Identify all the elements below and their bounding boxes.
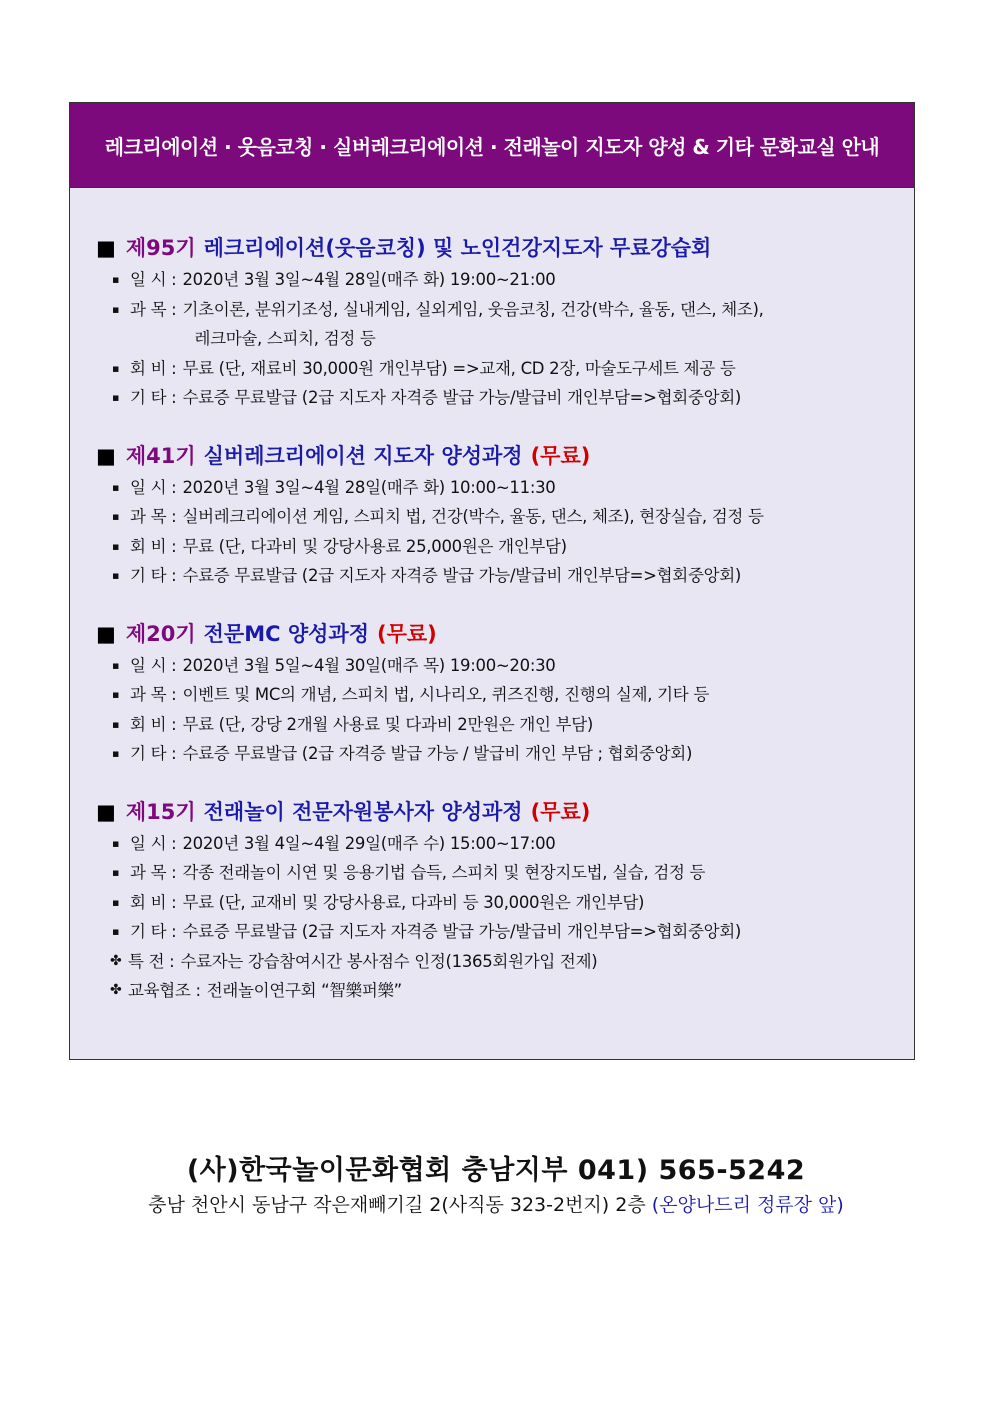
course-section xyxy=(96,617,904,769)
detail-row xyxy=(96,739,904,769)
detail-value-text: 수료증 무료발급 (2급 지도자 자격증 발급 가능/발급비 개인부담=>협회중앙회) xyxy=(182,566,742,585)
detail-value xyxy=(182,561,741,591)
detail-row xyxy=(96,947,904,977)
detail-value xyxy=(180,947,597,977)
detail-label: 과 목 : xyxy=(130,863,177,882)
detail-value xyxy=(182,265,555,295)
detail-value-text: 무료 (단, 강당 2개월 사용료 및 다과비 2만원은 개인 부담) xyxy=(182,714,593,734)
course-title xyxy=(96,617,904,651)
detail-row xyxy=(96,651,904,681)
detail-value-text: 실버레크리에이션 게임, 스피치 법, 건강(박수, 율동, 댄스, 체조), 현장실습, 검정 등 xyxy=(182,507,764,526)
square-bullet-icon: ▪ xyxy=(112,717,120,731)
course-name: 전문MC 양성과정 xyxy=(203,621,369,646)
detail-value-continuation: 레크마술, 스피치, 검정 등 xyxy=(194,329,376,348)
detail-value-text: 전래놀이연구회 “智樂퍼樂” xyxy=(206,981,402,1000)
detail-value xyxy=(182,354,735,384)
detail-label: 일 시 : xyxy=(130,270,177,289)
square-bullet-icon: ▪ xyxy=(112,273,120,286)
course-sections xyxy=(96,231,904,1032)
detail-row xyxy=(96,532,904,562)
square-bullet-icon: ▪ xyxy=(112,480,120,494)
square-bullet-icon: ▪ xyxy=(112,688,120,701)
detail-label: 일 시 : xyxy=(130,477,177,497)
detail-label: 회 비 : xyxy=(130,714,177,734)
detail-value xyxy=(182,651,555,681)
square-bullet-icon: ▪ xyxy=(112,391,120,404)
detail-value xyxy=(207,976,402,1006)
club-bullet-icon: ✤ xyxy=(110,952,122,969)
detail-value-text: 무료 (단, 재료비 30,000원 개인부담) =>교재, CD 2장, 마술도구세트 제공 등 xyxy=(182,358,736,378)
notice-header: 레크리에이션 · 웃음코칭 · 실버레크리에이션 · 전래놀이 지도자 양성 & 기타 문화교실 안내 xyxy=(70,103,914,188)
detail-label: 일 시 : xyxy=(130,655,177,675)
detail-label: 기 타 : xyxy=(130,388,177,407)
detail-label: 회 비 : xyxy=(130,892,177,912)
course-section xyxy=(96,231,904,413)
detail-value xyxy=(182,502,763,532)
course-title xyxy=(96,231,904,265)
detail-row xyxy=(96,502,904,532)
detail-label: 회 비 : xyxy=(130,536,177,556)
detail-value-text: 수료증 무료발급 (2급 지도자 자격증 발급 가능/발급비 개인부담=>협회중앙회) xyxy=(182,388,742,407)
detail-value xyxy=(182,710,593,740)
course-name: 전래놀이 전문자원봉사자 양성과정 xyxy=(203,799,523,824)
course-title xyxy=(96,439,904,473)
detail-row xyxy=(96,858,904,888)
course-number: 제41기 xyxy=(125,443,196,468)
course-section xyxy=(96,439,904,591)
detail-label: 일 시 : xyxy=(130,833,177,853)
course-free-label: (무료) xyxy=(376,621,437,646)
square-bullet-icon: ▪ xyxy=(112,747,120,760)
detail-value xyxy=(182,888,644,918)
detail-label: 기 타 : xyxy=(130,744,177,763)
detail-row xyxy=(96,383,904,413)
square-bullet-icon: ▪ xyxy=(112,510,120,523)
detail-label: 기 타 : xyxy=(130,922,177,941)
course-section xyxy=(96,795,904,1006)
detail-value xyxy=(182,383,741,413)
address-landmark: (온양나드리 정류장 앞) xyxy=(651,1194,844,1216)
detail-value-text: 2020년 3월 4일~4월 29일(매주 수) 15:00~17:00 xyxy=(182,833,556,853)
detail-value xyxy=(182,858,705,888)
square-marker-icon: ■ xyxy=(96,621,116,646)
detail-row xyxy=(96,710,904,740)
course-name: 실버레크리에이션 지도자 양성과정 xyxy=(203,443,523,468)
detail-value-text: 수료자는 강습참여시간 봉사점수 인정(1365회원가입 전제) xyxy=(180,951,598,971)
square-bullet-icon: ▪ xyxy=(112,925,120,938)
course-number: 제95기 xyxy=(125,236,196,260)
detail-row xyxy=(96,561,904,591)
detail-value xyxy=(182,295,763,354)
detail-value-text: 각종 전래놀이 시연 및 응용기법 습득, 스피치 및 현장지도법, 실습, 검정 등 xyxy=(182,863,706,882)
square-bullet-icon: ▪ xyxy=(112,361,120,375)
detail-row xyxy=(96,295,904,354)
square-bullet-icon: ▪ xyxy=(112,569,120,582)
detail-value-text: 무료 (단, 다과비 및 강당사용료 25,000원은 개인부담) xyxy=(182,536,567,556)
detail-row xyxy=(96,976,904,1006)
detail-value-text: 2020년 3월 3일~4월 28일(매주 화) 19:00~21:00 xyxy=(182,270,556,289)
detail-value xyxy=(182,473,555,503)
detail-value xyxy=(182,739,692,769)
course-name: 레크리에이션(웃음코칭) 및 노인건강지도자 무료강습회 xyxy=(203,236,712,260)
square-marker-icon: ■ xyxy=(96,236,116,260)
course-title xyxy=(96,795,904,829)
square-marker-icon: ■ xyxy=(96,799,116,824)
detail-value xyxy=(182,532,566,562)
detail-label: 기 타 : xyxy=(130,566,177,585)
square-marker-icon: ■ xyxy=(96,443,116,468)
square-bullet-icon: ▪ xyxy=(112,539,120,553)
detail-row xyxy=(96,917,904,947)
course-number: 제15기 xyxy=(125,799,196,824)
club-bullet-icon: ✤ xyxy=(110,982,122,998)
detail-label: 회 비 : xyxy=(130,358,177,378)
detail-value-text: 수료증 무료발급 (2급 지도자 자격증 발급 가능/발급비 개인부담=>협회중앙회) xyxy=(182,922,742,941)
address-text: 충남 천안시 동남구 작은재빼기길 2(사직동 323-2번지) 2층 xyxy=(148,1194,646,1216)
detail-row xyxy=(96,473,904,503)
detail-value xyxy=(182,917,741,947)
detail-row xyxy=(96,680,904,710)
detail-value xyxy=(182,680,709,710)
course-free-label: (무료) xyxy=(530,443,591,468)
square-bullet-icon: ▪ xyxy=(112,836,120,850)
square-bullet-icon: ▪ xyxy=(112,658,120,672)
course-free-label: (무료) xyxy=(530,799,591,824)
detail-value xyxy=(182,829,555,859)
detail-value-text: 이벤트 및 MC의 개념, 스피치 법, 시나리오, 퀴즈진행, 진행의 실제, 기타 등 xyxy=(182,685,709,704)
detail-label: 교육협조 : xyxy=(128,981,201,1000)
detail-row xyxy=(96,265,904,295)
footer-address xyxy=(0,1190,992,1217)
notice-box xyxy=(69,102,915,1060)
detail-label: 과 목 : xyxy=(130,507,177,526)
detail-row xyxy=(96,829,904,859)
detail-value-text: 무료 (단, 교재비 및 강당사용료, 다과비 등 30,000원은 개인부담) xyxy=(182,892,645,912)
detail-value-text: 2020년 3월 5일~4월 30일(매주 목) 19:00~20:30 xyxy=(182,655,556,675)
detail-row xyxy=(96,888,904,918)
detail-value-text: 수료증 무료발급 (2급 자격증 발급 가능 / 발급비 개인 부담 ; 협회중앙회) xyxy=(182,744,693,763)
course-number: 제20기 xyxy=(125,621,196,646)
detail-value-text: 2020년 3월 3일~4월 28일(매주 화) 10:00~11:30 xyxy=(182,477,556,497)
detail-value-text: 기초이론, 분위기조성, 실내게임, 실외게임, 웃음코칭, 건강(박수, 율동, 댄스, 체조), xyxy=(182,299,764,319)
detail-row xyxy=(96,354,904,384)
square-bullet-icon: ▪ xyxy=(112,895,120,909)
square-bullet-icon: ▪ xyxy=(112,302,120,316)
detail-label: 특 전 : xyxy=(128,951,175,971)
square-bullet-icon: ▪ xyxy=(112,866,120,879)
detail-label: 과 목 : xyxy=(130,299,177,319)
detail-label: 과 목 : xyxy=(130,685,177,704)
footer-organization: (사)한국놀이문화협회 충남지부 041) 565-5242 xyxy=(186,1155,806,1186)
